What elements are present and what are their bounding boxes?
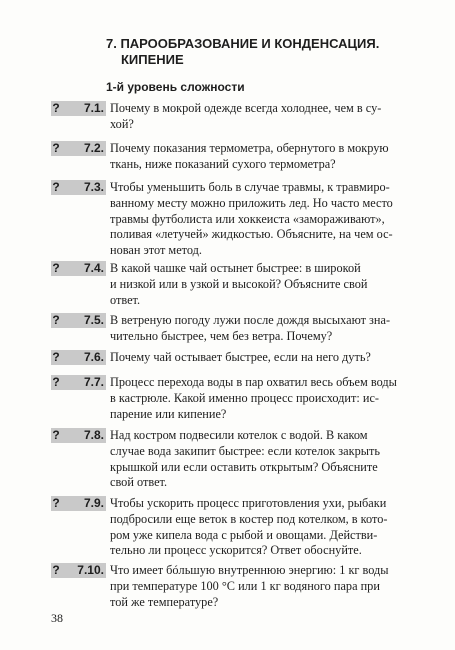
problem-line: Что имеет бóльшую внутреннюю энергию: 1 кг воды bbox=[110, 563, 389, 577]
problem-line: В какой чашке чай остынет быстрее: в широкой bbox=[110, 261, 361, 275]
problem-line: ром уже кипела вода с рыбой и овощами. Действи- bbox=[110, 527, 378, 542]
question-mark-icon: ? bbox=[52, 563, 60, 577]
problem-number: 7.6. bbox=[83, 350, 104, 364]
chapter-title-line1: 7. ПАРООБРАЗОВАНИЕ И КОНДЕНСАЦИЯ. bbox=[106, 36, 380, 51]
problem-line: той же температуре? bbox=[110, 594, 219, 609]
problem-line: Чтобы уменьшить боль в случае травмы, к травмиро- bbox=[110, 180, 390, 194]
problem-line: тельно ли процесс ускорится? Ответ обоснуйте. bbox=[110, 543, 362, 558]
problem-line: крышкой или если оставить открытым? Объясните bbox=[110, 459, 378, 474]
problem-text bbox=[110, 563, 406, 610]
problem-number: 7.1. bbox=[83, 101, 104, 115]
problem-text bbox=[110, 428, 406, 491]
problem-text bbox=[110, 375, 406, 422]
problem-number: 7.3. bbox=[83, 180, 104, 194]
page-number: 38 bbox=[51, 611, 63, 625]
problem-line: Почему в мокрой одежде всегда холоднее, чем в су- bbox=[110, 101, 382, 115]
problem-text bbox=[110, 496, 406, 559]
problem-number: 7.10. bbox=[77, 563, 104, 577]
problem-line: поливая «летучей» жидкостью. Объясните, на чем ос- bbox=[110, 227, 393, 242]
problem-line: случае вода закипит быстрее: если котелок закрыть bbox=[110, 443, 380, 458]
problem-line: и низкой или в узкой и высокой? Объясните свой bbox=[110, 276, 368, 291]
question-mark-icon: ? bbox=[52, 101, 60, 115]
problem-line: хой? bbox=[110, 116, 134, 131]
problem-line: при температуре 100 °С или 1 кг водяного пара при bbox=[110, 578, 380, 593]
difficulty-level-heading: 1-й уровень сложности bbox=[106, 80, 245, 94]
problem-number: 7.7. bbox=[83, 375, 104, 389]
problem-text bbox=[110, 350, 406, 366]
chapter-title bbox=[106, 36, 406, 68]
problem-line: ответ. bbox=[110, 292, 141, 307]
question-mark-icon: ? bbox=[52, 496, 60, 510]
chapter-title-line2: КИПЕНИЕ bbox=[121, 52, 184, 67]
problem-text bbox=[110, 101, 406, 133]
problem-line: Почему показания термометра, обернутого в мокрую bbox=[110, 141, 389, 155]
problem-text bbox=[110, 141, 406, 173]
problem-line: подбросили еще веток в костер под котелком, в кото- bbox=[110, 511, 388, 526]
problem-number: 7.5. bbox=[83, 313, 104, 327]
problem-line: ванному месту можно приложить лед. Но часто место bbox=[110, 195, 393, 210]
question-mark-icon: ? bbox=[52, 261, 60, 275]
problem-line: В ветреную погоду лужи после дождя высыхают зна- bbox=[110, 313, 391, 327]
problem-line: травмы футболиста или хоккеиста «замораживают», bbox=[110, 211, 385, 226]
problem-number: 7.9. bbox=[83, 496, 104, 510]
problem-line: свой ответ. bbox=[110, 475, 168, 490]
problem-number: 7.2. bbox=[83, 141, 104, 155]
question-mark-icon: ? bbox=[52, 313, 60, 327]
problem-line: в кастрюле. Какой именно процесс происходит: ис- bbox=[110, 390, 380, 405]
problem-line: нован этот метод. bbox=[110, 243, 202, 258]
problem-line: ткань, ниже показаний сухого термометра? bbox=[110, 156, 336, 171]
problem-number: 7.8. bbox=[83, 428, 104, 442]
problem-number: 7.4. bbox=[83, 261, 104, 275]
question-mark-icon: ? bbox=[52, 180, 60, 194]
problem-line: Почему чай остывает быстрее, если на него дуть? bbox=[110, 350, 371, 364]
question-mark-icon: ? bbox=[52, 375, 60, 389]
problem-text bbox=[110, 313, 406, 345]
problem-line: чительно быстрее, чем без ветра. Почему? bbox=[110, 328, 333, 343]
question-mark-icon: ? bbox=[52, 350, 60, 364]
problem-line: Процесс перехода воды в пар охватил весь объем воды bbox=[110, 375, 397, 389]
question-mark-icon: ? bbox=[52, 428, 60, 442]
problem-line: парение или кипение? bbox=[110, 406, 227, 421]
question-mark-icon: ? bbox=[52, 141, 60, 155]
problem-text bbox=[110, 261, 406, 308]
problem-line: Над костром подвесили котелок с водой. В каком bbox=[110, 428, 368, 442]
problem-text bbox=[110, 180, 406, 259]
problem-line: Чтобы ускорить процесс приготовления ухи, рыбаки bbox=[110, 496, 387, 510]
